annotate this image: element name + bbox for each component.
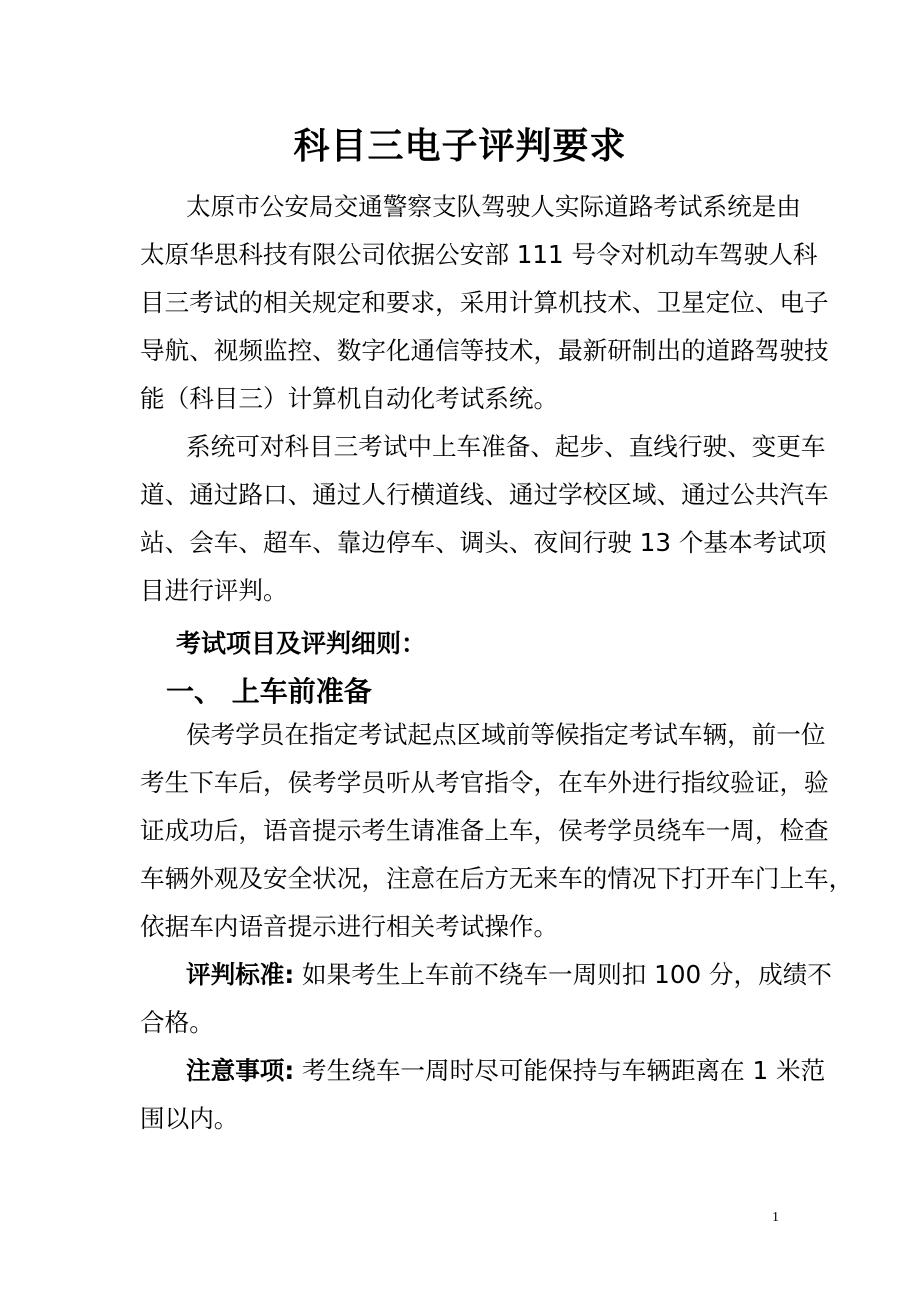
section-heading: 考试项目及评判细则： — [176, 629, 427, 658]
notes-text: 考生绕车一周时尽可能保持与车辆距离在 1 米范 — [294, 1056, 826, 1085]
text-line: 围以内。 — [140, 1104, 239, 1133]
text-line: 车辆外观及安全状况，注意在后方无来车的情况下打开车门上车， — [140, 864, 854, 893]
text-line: 侯考学员在指定考试起点区域前等候指定考试车辆，前一位 — [186, 720, 826, 749]
criteria-label: 评判标准: — [186, 960, 295, 989]
notes-label: 注意事项: — [186, 1056, 295, 1085]
text-line: 太原市公安局交通警察支队驾驶人实际道路考试系统是由 — [186, 192, 801, 221]
text-line — [186, 1056, 825, 1086]
text-line — [186, 960, 832, 990]
text-line: 太原华思科技有限公司依据公安部 111 号令对机动车驾驶人科 — [140, 240, 818, 269]
text-line: 合格。 — [140, 1008, 214, 1037]
item-heading: 一、 上车前准备 — [166, 675, 372, 708]
document-title: 科目三电子评判要求 — [293, 126, 627, 167]
text-line: 考生下车后，侯考学员听从考官指令，在车外进行指纹验证，验 — [140, 768, 829, 797]
text-line: 道、通过路口、通过人行横道线、通过学校区域、通过公共汽车 — [140, 480, 829, 509]
page-number: 1 — [772, 1210, 779, 1225]
text-line: 目三考试的相关规定和要求，采用计算机技术、卫星定位、电子 — [140, 288, 829, 317]
criteria-text: 如果考生上车前不绕车一周则扣 100 分，成绩不 — [294, 960, 832, 989]
text-line: 依据车内语音提示进行相关考试操作。 — [140, 912, 559, 941]
text-line: 能（科目三）计算机自动化考试系统。 — [140, 384, 559, 413]
text-line: 目进行评判。 — [140, 576, 288, 605]
text-line: 导航、视频监控、数字化通信等技术，最新研制出的道路驾驶技 — [140, 336, 829, 365]
text-line: 系统可对科目三考试中上车准备、起步、直线行驶、变更车 — [186, 432, 826, 461]
text-line: 站、会车、超车、靠边停车、调头、夜间行驶 13 个基本考试项 — [140, 528, 827, 557]
text-line: 证成功后，语音提示考生请准备上车，侯考学员绕车一周，检查 — [140, 816, 829, 845]
